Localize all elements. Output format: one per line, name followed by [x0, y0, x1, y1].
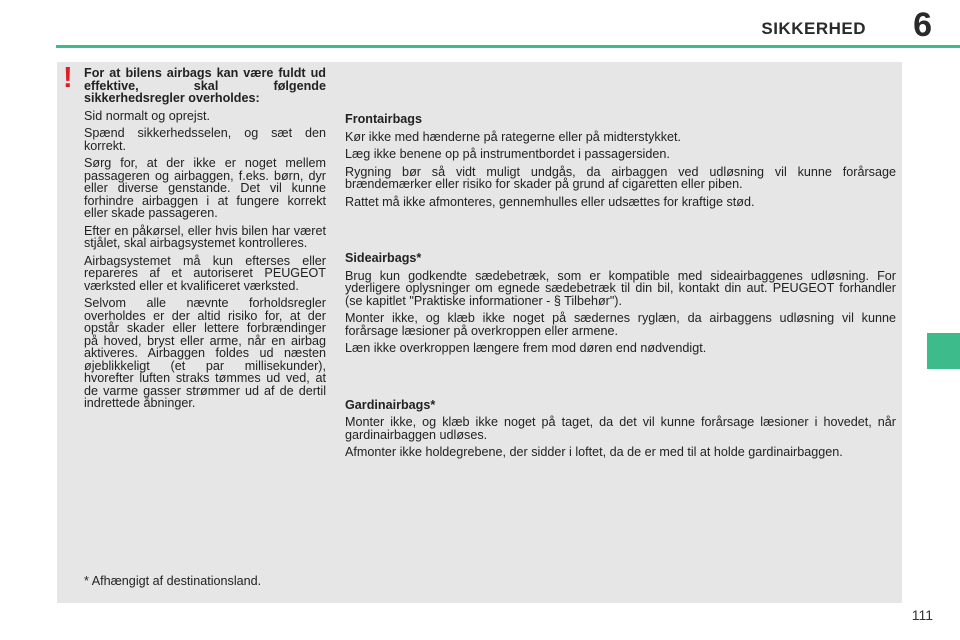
- warning-paragraph: Spænd sikkerhedsselen, og sæt den korrekt.: [84, 126, 326, 153]
- warning-paragraph: Selvom alle nævnte forholdsregler overholdes er der altid risiko for, at der opstår skader eller lettere forbrændinger på hoved, bryst eller arme, når en airbag aktiveres. Airbaggen foldes ud næsten øjeblikkeligt (et par millisekunder), hvorefter luften straks tømmes ud ved, at de varme gasser strømmer ud af de dertil indrettede åbninger.: [84, 296, 326, 410]
- section-sideairbags: [345, 252, 896, 355]
- exclamation-icon: !: [63, 62, 73, 94]
- header-divider: [56, 45, 960, 48]
- warning-paragraph: Efter en påkørsel, eller hvis bilen har været stjålet, skal airbagsystemet kontrolleres.: [84, 223, 326, 250]
- section-gardinairbags: [345, 399, 896, 459]
- section-paragraph: Brug kun godkendte sædebetræk, som er kompatible med sideairbaggenes udløsning. For yderligere oplysninger om egnede sædebetræk til din bil, kontakt din aut. PEUGEOT forhandler (se kapitlet "Praktiske informationer - § Tilbehør").: [345, 268, 896, 308]
- section-paragraph: Kør ikke med hænderne på rategerne eller på midterstykket.: [345, 129, 681, 144]
- footnote: * Afhængigt af destinationsland.: [84, 574, 262, 588]
- page-number: 111: [911, 607, 933, 623]
- section-paragraph: Læn ikke overkroppen længere frem mod døren end nødvendigt.: [345, 341, 707, 355]
- section-paragraph: Monter ikke, og klæb ikke noget på sædernes ryglæn, da airbaggens udløsning vil kunne forårsage læsioner på overkroppen eller armene.: [345, 311, 896, 338]
- warning-paragraph: Sid normalt og oprejst.: [84, 108, 210, 123]
- section-paragraph: Afmonter ikke holdegrebene, der sidder i loftet, da de er med til at holde gardinairbaggen.: [345, 445, 843, 459]
- section-title: Gardinairbags*: [345, 397, 436, 412]
- section-title: Sideairbags*: [345, 251, 422, 265]
- chapter-number: 6: [913, 6, 932, 44]
- warning-paragraph: Airbagsystemet må kun efterses eller repareres af et autoriseret PEUGEOT værksted eller et kvalificeret værksted.: [84, 253, 326, 293]
- section-paragraph: Rygning bør så vidt muligt undgås, da airbaggen ved udløsning vil kunne forårsage brændemærker eller risiko for skader på grund af cigaretten eller piben.: [345, 164, 896, 191]
- warning-lead: For at bilens airbags kan være fuldt ud effektive, skal følgende sikkerhedsregler overholdes:: [84, 66, 326, 105]
- section-title: Frontairbags: [345, 112, 422, 126]
- warning-paragraph: Sørg for, at der ikke er noget mellem passageren og airbaggen, f.eks. børn, dyr eller diverse genstande. Det vil kunne forhindre airbaggen i at fungere korrekt eller skade passageren.: [84, 156, 326, 220]
- chapter-title: SIKKERHED: [761, 19, 866, 38]
- section-paragraph: Monter ikke, og klæb ikke noget på taget, da det vil kunne forårsage læsioner i hovedet, når gardinairbaggen udløses.: [345, 415, 896, 442]
- section-frontairbags: [345, 113, 896, 208]
- chapter-side-tab: [927, 333, 960, 369]
- section-paragraph: Rattet må ikke afmonteres, gennemhulles eller udsættes for kraftige stød.: [345, 194, 755, 209]
- section-paragraph: Læg ikke benene op på instrumentbordet i passagersiden.: [345, 147, 670, 161]
- sections-column: [345, 113, 896, 464]
- warning-column: [84, 67, 326, 415]
